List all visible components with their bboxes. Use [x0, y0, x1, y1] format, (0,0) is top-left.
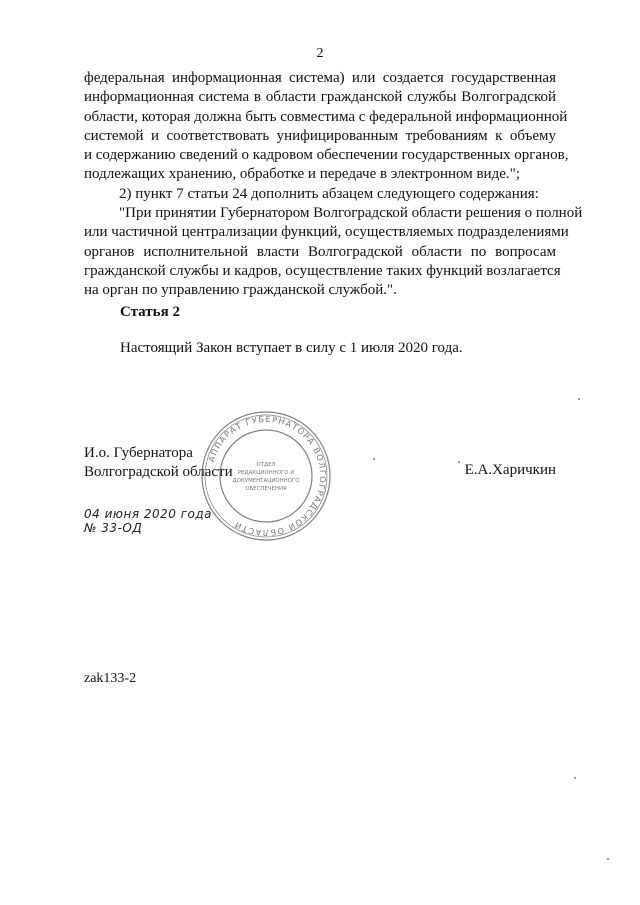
body-line: 2) пункт 7 статьи 24 дополнить абзацем следующего содержания:	[119, 185, 539, 202]
body-line: подлежащих хранению, обработке и передаче в электронном виде.";	[84, 166, 520, 183]
scan-speck	[574, 777, 576, 779]
signatory-title-line1: И.о. Губернатора	[84, 445, 193, 461]
body-line: на орган по управлению гражданской службой.".	[84, 282, 397, 299]
scan-speck	[607, 858, 609, 860]
signatory-name: Е.А.Харичкин	[464, 462, 556, 478]
registration-date: 04 июня 2020 года	[84, 507, 213, 521]
seal-outer-text: АППАРАТ ГУБЕРНАТОРА ВОЛГОГРАДСКОЙ ОБЛАСТИ	[205, 413, 329, 539]
registration-number: № 33-ОД	[84, 521, 143, 535]
body-line: или частичной централизации функций, осуществляемых подразделениями	[84, 224, 569, 241]
scan-speck	[458, 461, 460, 463]
seal-inner-line: РЕДАКЦИОННОГО И	[237, 470, 295, 476]
page-number: 2	[316, 46, 324, 61]
body-line: информационная система в области гражданской службы Волгоградской	[84, 89, 556, 106]
body-line: "При принятии Губернатором Волгоградской области решения о полной	[119, 205, 583, 222]
body-line: системой и соответствовать унифицированным требованиям к объему	[84, 127, 556, 144]
body-line: области, которая должна быть совместима с федеральной информационной	[84, 108, 568, 125]
article-1-continuation	[84, 69, 583, 301]
seal-inner-line: ОТДЕЛ	[256, 462, 276, 468]
article-2-heading: Статья 2	[120, 304, 180, 320]
article-2-text: Настоящий Закон вступает в силу с 1 июля 2020 года.	[120, 340, 463, 356]
seal-inner-line: ДОКУМЕНТАЦИОННОГО	[232, 478, 300, 484]
registration-stamp	[84, 507, 212, 535]
scan-speck	[578, 398, 580, 400]
body-line: и содержанию сведений о кадровом обеспечении государственных органов,	[84, 147, 569, 164]
signatory-title-line2: Волгоградской области	[84, 464, 233, 480]
body-line: гражданской службы и кадров, осуществление таких функций возлагается	[84, 262, 561, 279]
seal-inner-line: ОБЕСПЕЧЕНИЯ	[245, 486, 287, 492]
document-code: zak133-2	[84, 671, 137, 686]
scan-speck	[373, 458, 375, 460]
body-line: органов исполнительной власти Волгоградской области по вопросам	[84, 243, 556, 260]
official-seal	[200, 410, 332, 542]
body-line: федеральная информационная система) или создается государственная	[84, 70, 556, 86]
